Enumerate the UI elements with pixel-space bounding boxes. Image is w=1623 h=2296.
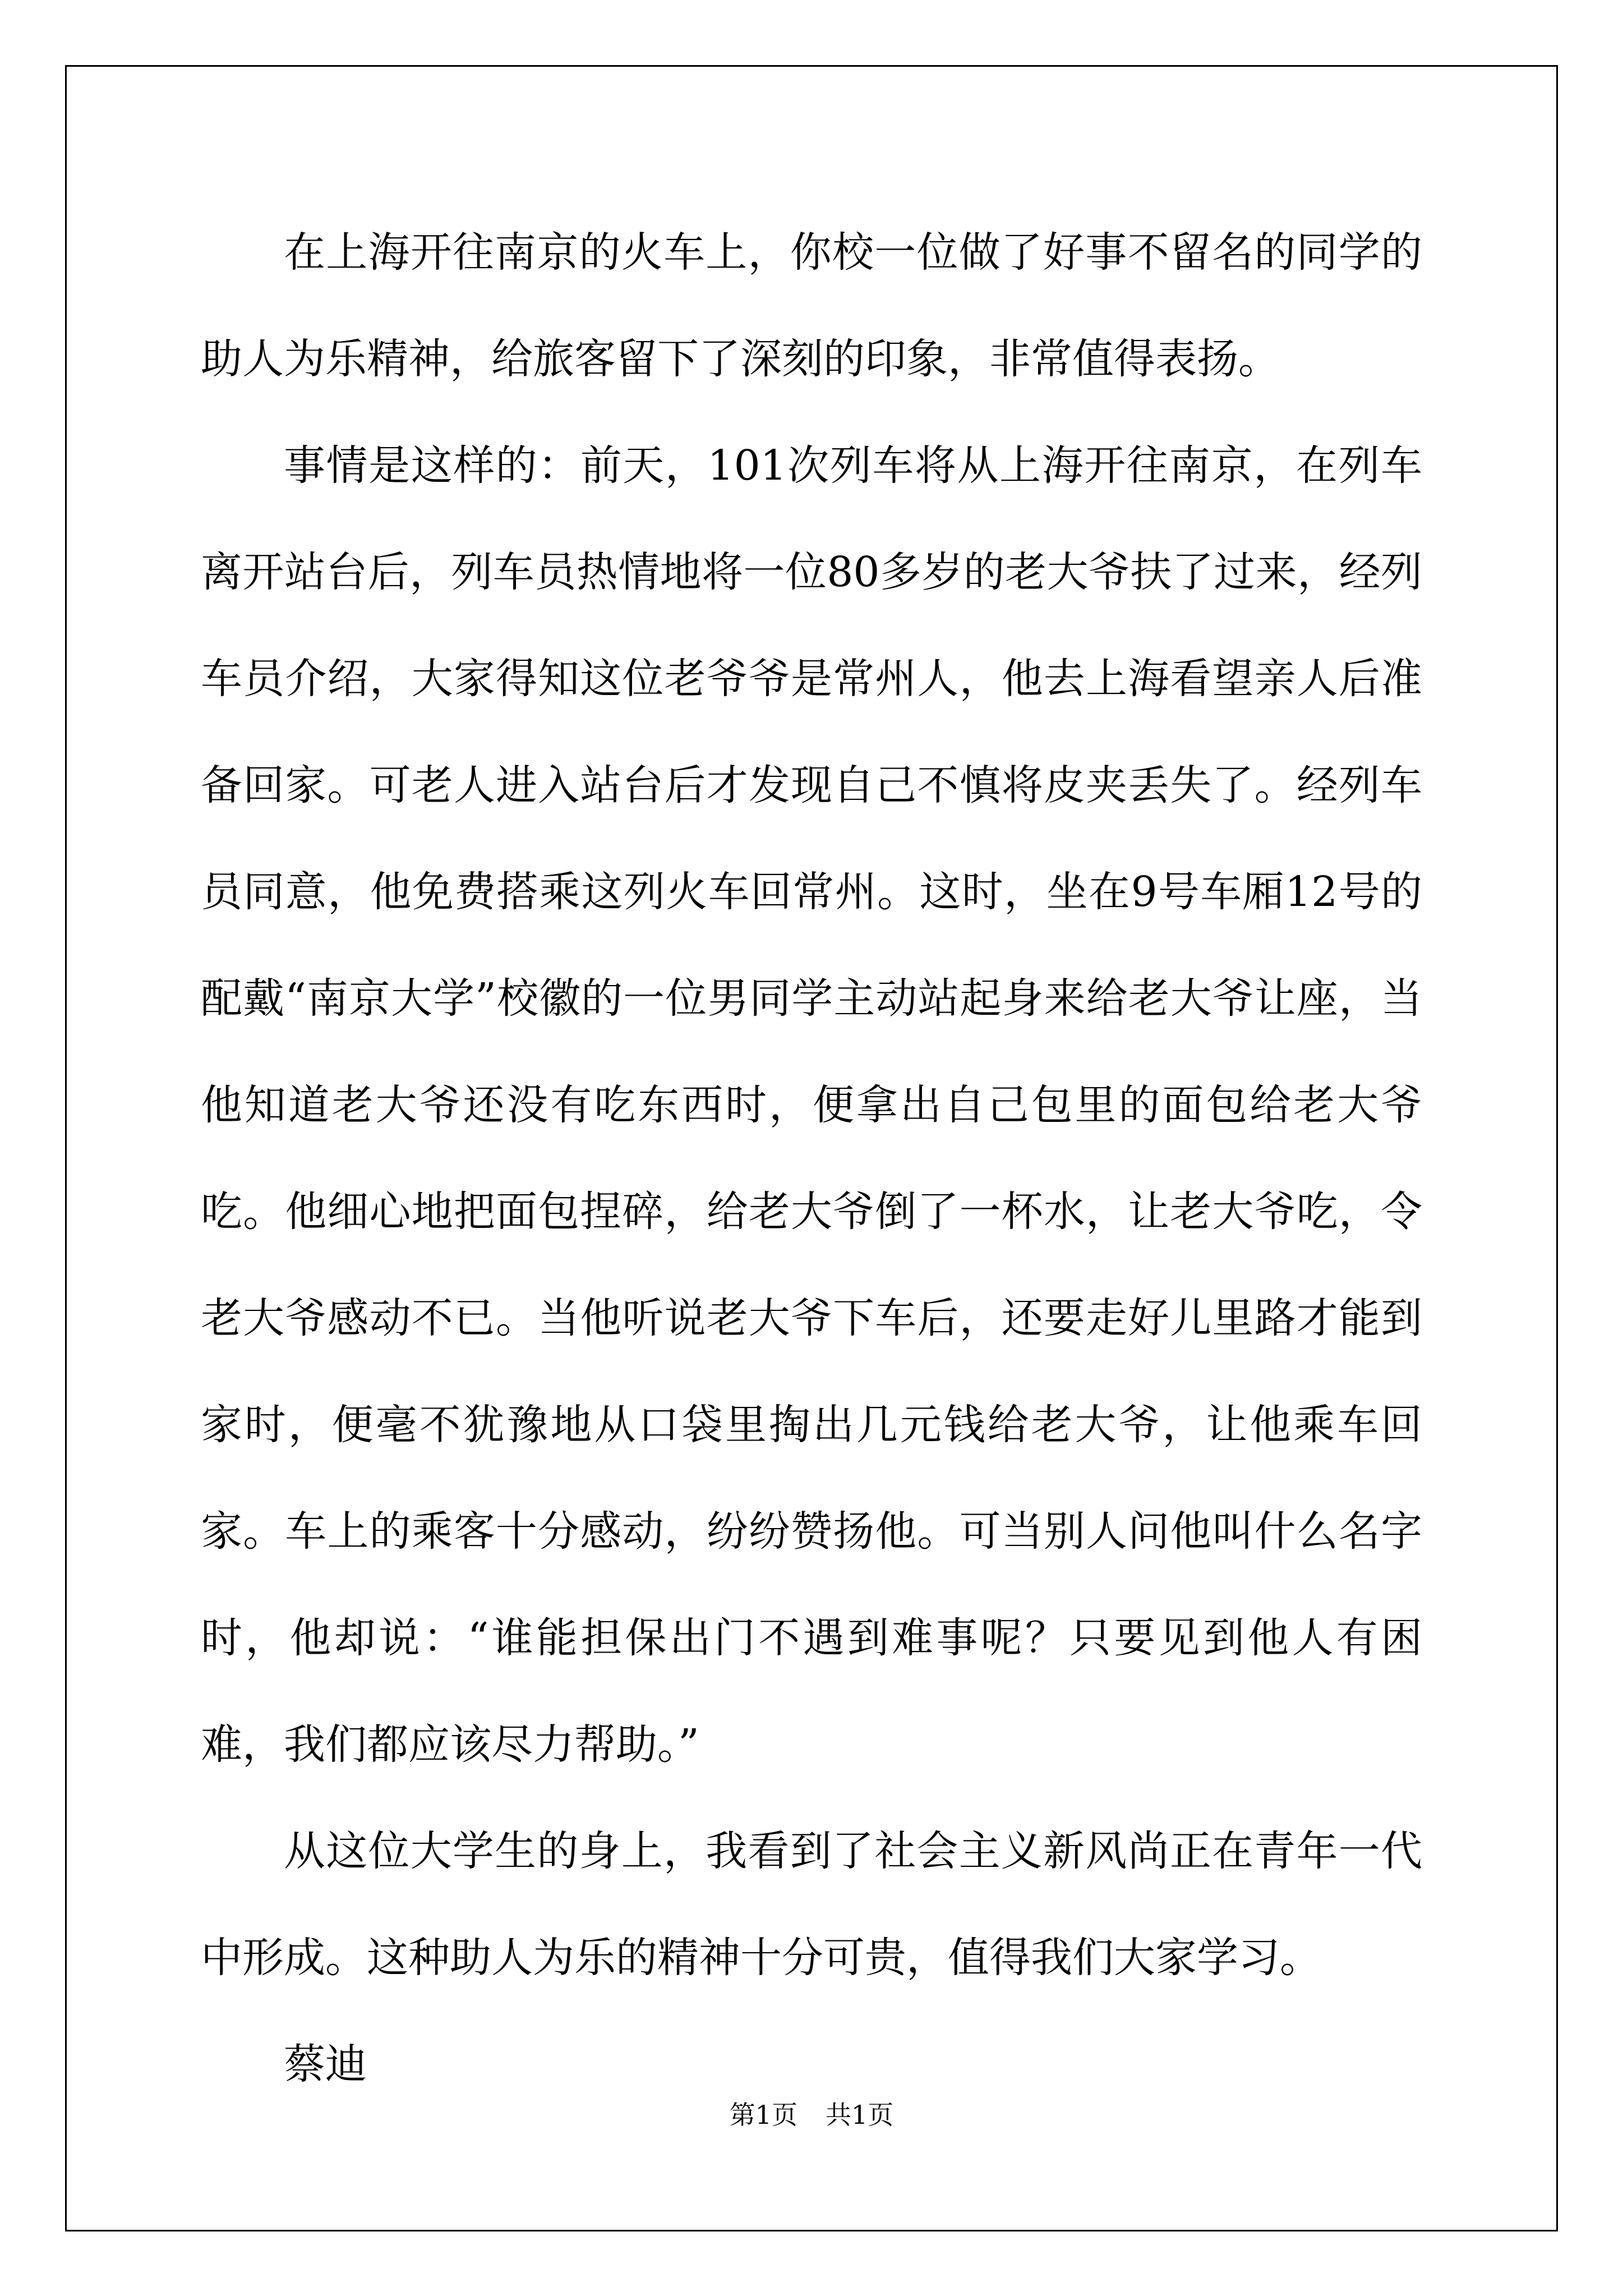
paragraph-story: 事情是这样的：前天，101次列车将从上海开往南京，在列车离开站台后，列车员热情地将一位80多岁的老大爷扶了过来，经列车员介绍，大家得知这位老爷爷是常州人，他去上海看望亲人后准备回家。可老人进入站台后才发现自己不慎将皮夹丢失了。经列车员同意，他免费搭乘这列火车回常州。这时，坐在9号车厢12号的配戴“南京大学”校徽的一位男同学主动站起身来给老大爷让座，当他知道老大爷还没有吃东西时，便拿出自己包里的面包给老大爷吃。他细心地把面包捏碎，给老大爷倒了一杯水，让老大爷吃，令老大爷感动不已。当他听说老大爷下车后，还要走好儿里路才能到家时，便毫不犹豫地从口袋里掏出几元钱给老大爷，让他乘车回家。车上的乘客十分感动，纷纷赞扬他。可当别人问他叫什么名字时，他却说：“谁能担保出门不遇到难事呢？只要见到他人有困难，我们都应该尽力帮助。”	[201, 441, 1422, 1769]
page-number: 第1页	[729, 2100, 797, 2130]
letter-body	[201, 199, 1422, 2118]
paragraph-intro: 在上海开往南京的火车上，你校一位做了好事不留名的同学的助人为乐精神，给旅客留下了深刻的印象，非常值得表扬。	[201, 228, 1422, 383]
page-footer	[0, 2095, 1623, 2132]
signature: 蔡迪	[284, 2040, 367, 2088]
paragraph-conclusion: 从这位大学生的身上，我看到了社会主义新风尚正在青年一代中形成。这种助人为乐的精神十分可贵，值得我们大家学习。	[201, 1827, 1422, 1982]
page-total: 共1页	[826, 2100, 894, 2130]
